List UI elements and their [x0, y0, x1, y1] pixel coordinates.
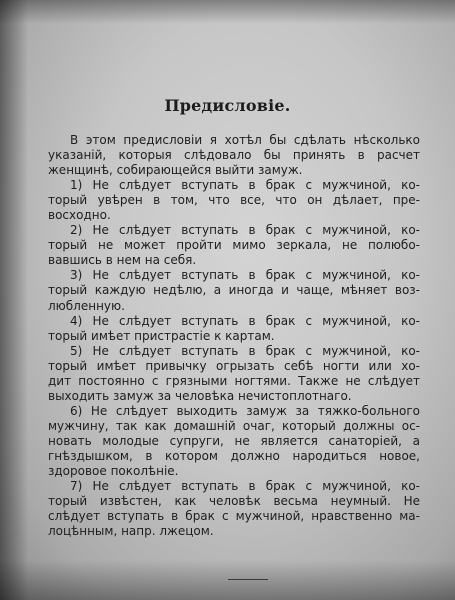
text-line: 5) Не слѣдует вступать в брак с мужчиной, ко-	[70, 343, 420, 358]
text-line: выходить замуж за человѣка нечистоплотнаго.	[48, 388, 352, 403]
text-line: мужчину, так как домашній очаг, который должны ос-	[48, 418, 420, 433]
text-line: 1) Не слѣдует вступать в брак с мужчиной, ко-	[70, 178, 420, 193]
text-line: торый увѣрен в том, что все, что он дѣлает, пре-	[48, 193, 420, 208]
text-line: торый имѣет пристрастіе к картам.	[48, 328, 275, 343]
text-line: восходно.	[48, 208, 111, 223]
end-divider	[228, 579, 268, 580]
text-line: вавшись в нем на себя.	[48, 253, 197, 268]
text-line: 2) Не слѣдует вступать в брак с мужчиной, ко-	[70, 223, 420, 238]
page-shadow-top	[0, 0, 455, 24]
text-line: В этом предисловіи я хотѣл бы сдѣлать нѣсколько	[70, 133, 420, 147]
text-line: указаній, которыя слѣдовало бы принять в расчет	[48, 148, 420, 163]
preface-text	[48, 133, 420, 539]
text-line: лоцѣнным, напр. лжецом.	[48, 524, 214, 539]
text-line: слѣдует вступать в брак с мужчиной, нравственно ма-	[48, 509, 420, 524]
text-line: торый каждую недѣлю, а иногда и чаще, мѣняет воз-	[48, 283, 420, 298]
text-line: торый не может пройти мимо зеркала, не полюбо-	[48, 238, 420, 253]
page-shadow-bottom	[0, 560, 455, 600]
text-line: дит постоянно с грязными ногтями. Также не слѣдует	[48, 373, 420, 388]
text-line: женщинѣ, собирающейся выйти замуж.	[48, 163, 303, 178]
text-line: торый имѣет привычку огрызать себѣ ногти или хо-	[48, 358, 420, 373]
text-line: 4) Не слѣдует вступать в брак с мужчиной, ко-	[70, 313, 420, 328]
text-line: гнѣздышком, в котором должно народиться новое,	[48, 448, 420, 463]
text-line: 6) Не слѣдует выходить замуж за тяжко-больного	[70, 403, 420, 418]
text-line: торый извѣстен, как человѣк весьма неумный. Не	[48, 494, 420, 509]
page-title: Предисловіе.	[164, 96, 291, 115]
text-line: любленную.	[48, 298, 125, 313]
text-line: 3) Не слѣдует вступать в брак с мужчиной, ко-	[70, 268, 420, 283]
text-line: 7) Не слѣдует вступать в брак с мужчиной, ко-	[70, 479, 420, 494]
text-line: новать молодые супруги, не является санаторіей, а	[48, 433, 420, 448]
page-shadow-left	[0, 0, 28, 600]
text-line: здоровое поколѣніе.	[48, 464, 179, 479]
